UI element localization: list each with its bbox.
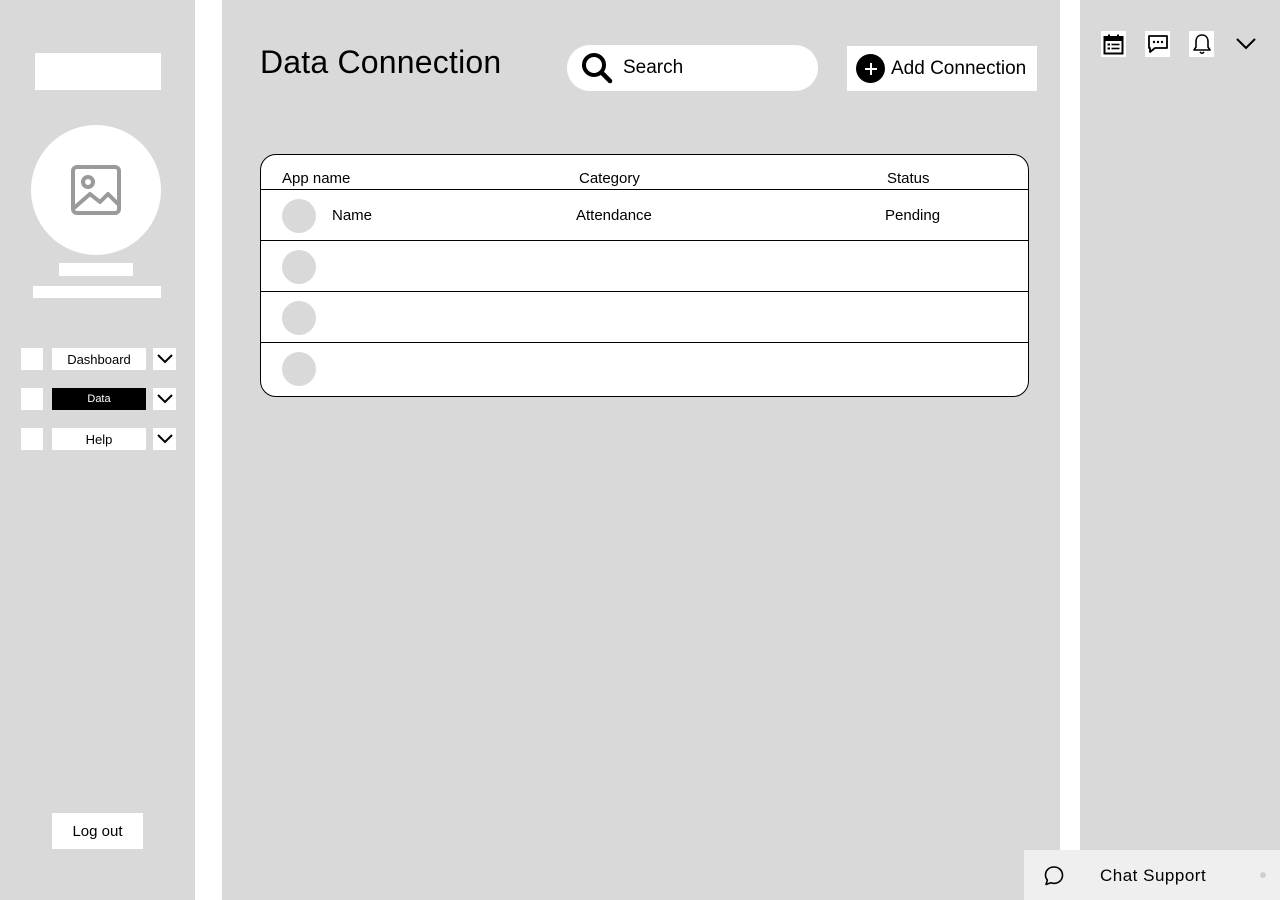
logout-button[interactable]: Log out xyxy=(52,813,143,849)
add-connection-label: Add Connection xyxy=(891,57,1027,79)
search-icon[interactable] xyxy=(581,52,613,84)
bell-icon[interactable] xyxy=(1189,31,1214,57)
add-connection-button[interactable] xyxy=(847,46,1037,91)
data-icon xyxy=(21,388,43,410)
app-name-cell: Name xyxy=(332,207,373,224)
status-cell: Pending xyxy=(885,207,941,224)
help-icon xyxy=(21,428,43,450)
image-icon xyxy=(70,164,122,216)
column-header-status[interactable]: Status xyxy=(887,170,930,187)
main-content xyxy=(222,0,1060,900)
search-input[interactable] xyxy=(623,57,803,79)
chat-bubble-icon xyxy=(1043,865,1065,887)
search-bar[interactable] xyxy=(567,45,818,91)
sidebar-item-label[interactable]: Data xyxy=(52,388,146,410)
plus-icon xyxy=(856,54,885,83)
connections-table xyxy=(260,154,1029,397)
app-avatar xyxy=(282,301,316,335)
sidebar-item-help[interactable] xyxy=(21,428,176,450)
chat-support-label[interactable]: Chat Support xyxy=(1100,866,1207,885)
app-avatar xyxy=(282,352,316,386)
sidebar-item-data[interactable] xyxy=(21,388,176,410)
logo-placeholder xyxy=(35,53,161,90)
table-header xyxy=(261,155,1028,190)
app-avatar xyxy=(282,199,316,233)
status-dot xyxy=(1260,872,1266,878)
table-row[interactable] xyxy=(261,343,1028,394)
sidebar xyxy=(0,0,195,900)
table-row[interactable] xyxy=(261,292,1028,343)
chat-support-widget[interactable] xyxy=(1024,850,1280,900)
dashboard-icon xyxy=(21,348,43,370)
category-cell: Attendance xyxy=(576,207,652,224)
chevron-down-icon[interactable] xyxy=(1236,34,1256,54)
sidebar-item-label[interactable]: Dashboard xyxy=(52,348,146,370)
table-row[interactable] xyxy=(261,190,1028,241)
column-header-category[interactable]: Category xyxy=(579,170,640,187)
chevron-down-icon[interactable] xyxy=(153,348,176,370)
sidebar-item-label[interactable]: Help xyxy=(52,428,146,450)
user-role-placeholder xyxy=(33,286,161,298)
page-title: Data Connection xyxy=(260,44,502,80)
table-row[interactable] xyxy=(261,241,1028,292)
chevron-down-icon[interactable] xyxy=(153,388,176,410)
right-panel xyxy=(1080,0,1280,900)
column-header-app-name[interactable]: App name xyxy=(282,170,351,187)
calendar-icon[interactable] xyxy=(1101,31,1126,57)
sidebar-item-dashboard[interactable] xyxy=(21,348,176,370)
app-avatar xyxy=(282,250,316,284)
chat-icon[interactable] xyxy=(1145,31,1170,57)
user-name-placeholder xyxy=(59,263,133,276)
chevron-down-icon[interactable] xyxy=(153,428,176,450)
avatar[interactable] xyxy=(31,125,161,255)
